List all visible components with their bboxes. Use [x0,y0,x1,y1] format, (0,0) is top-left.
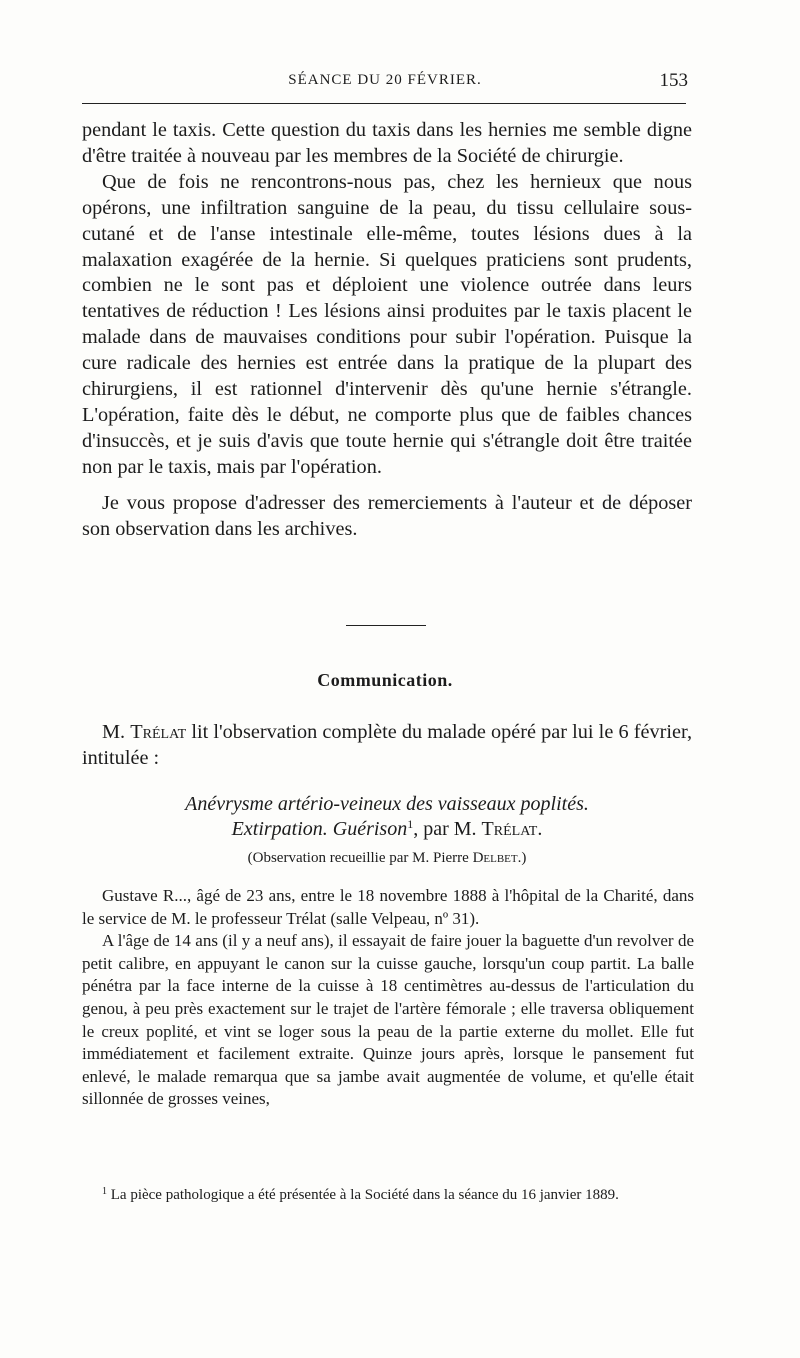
paragraph-continuation: pendant le taxis. Cette question du taxis dans les hernies me semble digne d'être traitée à nouveau par les membres de la Société de chirurgie. [82,119,692,167]
page-number: 153 [659,70,688,91]
footnote [82,1185,694,1205]
footnote-text: La pièce pathologique a été présentée à la Société dans la séance du 16 janvier 1889. [110,1187,619,1203]
section-separator [346,625,426,626]
communication-speaker: Trélat [130,721,187,743]
article-title-by: , par M. [413,818,477,840]
section-heading: Communication. [317,670,453,690]
communication-text: lit l'observation complète du malade opéré par lui le 6 février, intitulée : [82,721,693,769]
article-title-end: . [537,818,543,840]
credit-name: Delbet [472,850,518,866]
case-paragraph-patient: Gustave R..., âgé de 23 ans, entre le 18 novembre 1888 à l'hôpital de la Charité, dans le service de M. le professeur Trélat (salle Velpeau, nº 31). [82,886,694,928]
credit-suffix: .) [517,850,527,866]
footnote-mark: 1 [102,1186,107,1197]
footnote-reference: 1 [407,817,414,831]
credit-prefix: (Observation recueillie par M. Pierre [247,850,469,866]
page-header [82,72,688,100]
body-text [82,118,692,543]
article-title [82,792,692,842]
case-paragraph-history: A l'âge de 14 ans (il y a neuf ans), il essayait de faire jouer la baguette d'un revolver de petit calibre, en appuyant le canon sur la cuisse gauche, lorsqu'un coup partit. La balle pénétra par la face interne de la cuisse à 18 centimètres au-dessus de l'articulation du genou, à peu près exactement sur le trajet de l'artère fémorale ; elle traversa obliquement le creux poplité, et vint se loger sous la peau de la partie externe du mollet. Elle fut immédiatement et facilement extraite. Quinze jours après, lorsque le pansement fut enlevé, le malade remarqua que sa jambe avait augmentée de volume, et qu'elle était sillonnée de grosses veines, [82,931,694,1109]
observation-credit [82,850,692,867]
paragraph-proposal: Je vous propose d'adresser des remerciements à l'auteur et de déposer son observation dans les archives. [82,491,692,540]
header-rule [82,103,686,104]
communication-paragraph [82,720,692,772]
article-title-line1: Anévrysme artério-veineux des vaisseaux poplités. [185,793,589,815]
running-title: SÉANCE DU 20 FÉVRIER. [288,72,482,88]
communication-prefix: M. [102,721,126,743]
case-report [82,885,694,1111]
article-title-line2-wrap [82,817,692,842]
article-title-line2: Extirpation. Guérison [231,818,408,840]
article-author: Trélat [481,818,538,840]
paragraph-taxis-lesions: Que de fois ne rencontrons-nous pas, chez les hernieux que nous opérons, une infiltration sanguine de la peau, du tissu cellulaire sous-cutané et de l'anse intestinale elle-même, toutes lésions dues à la malaxation exagérée de la hernie. Si quelques praticiens sont prudents, combien ne le sont pas et déploient une violence outrée dans leurs tentatives de réduction ! Les lésions ainsi produites par le taxis placent le malade dans de mauvaises conditions pour subir l'opération. Puisque la cure radicale des hernies est entrée dans la pratique de la plupart des chirurgiens, il est rationnel d'intervenir dès qu'une hernie s'étrangle. L'opération, faite dès le début, ne comporte plus que de faibles chances d'insuccès, et je suis d'avis que toute hernie qui s'étrangle doit être traitée non par le taxis, mais par l'opération. [82,170,692,478]
